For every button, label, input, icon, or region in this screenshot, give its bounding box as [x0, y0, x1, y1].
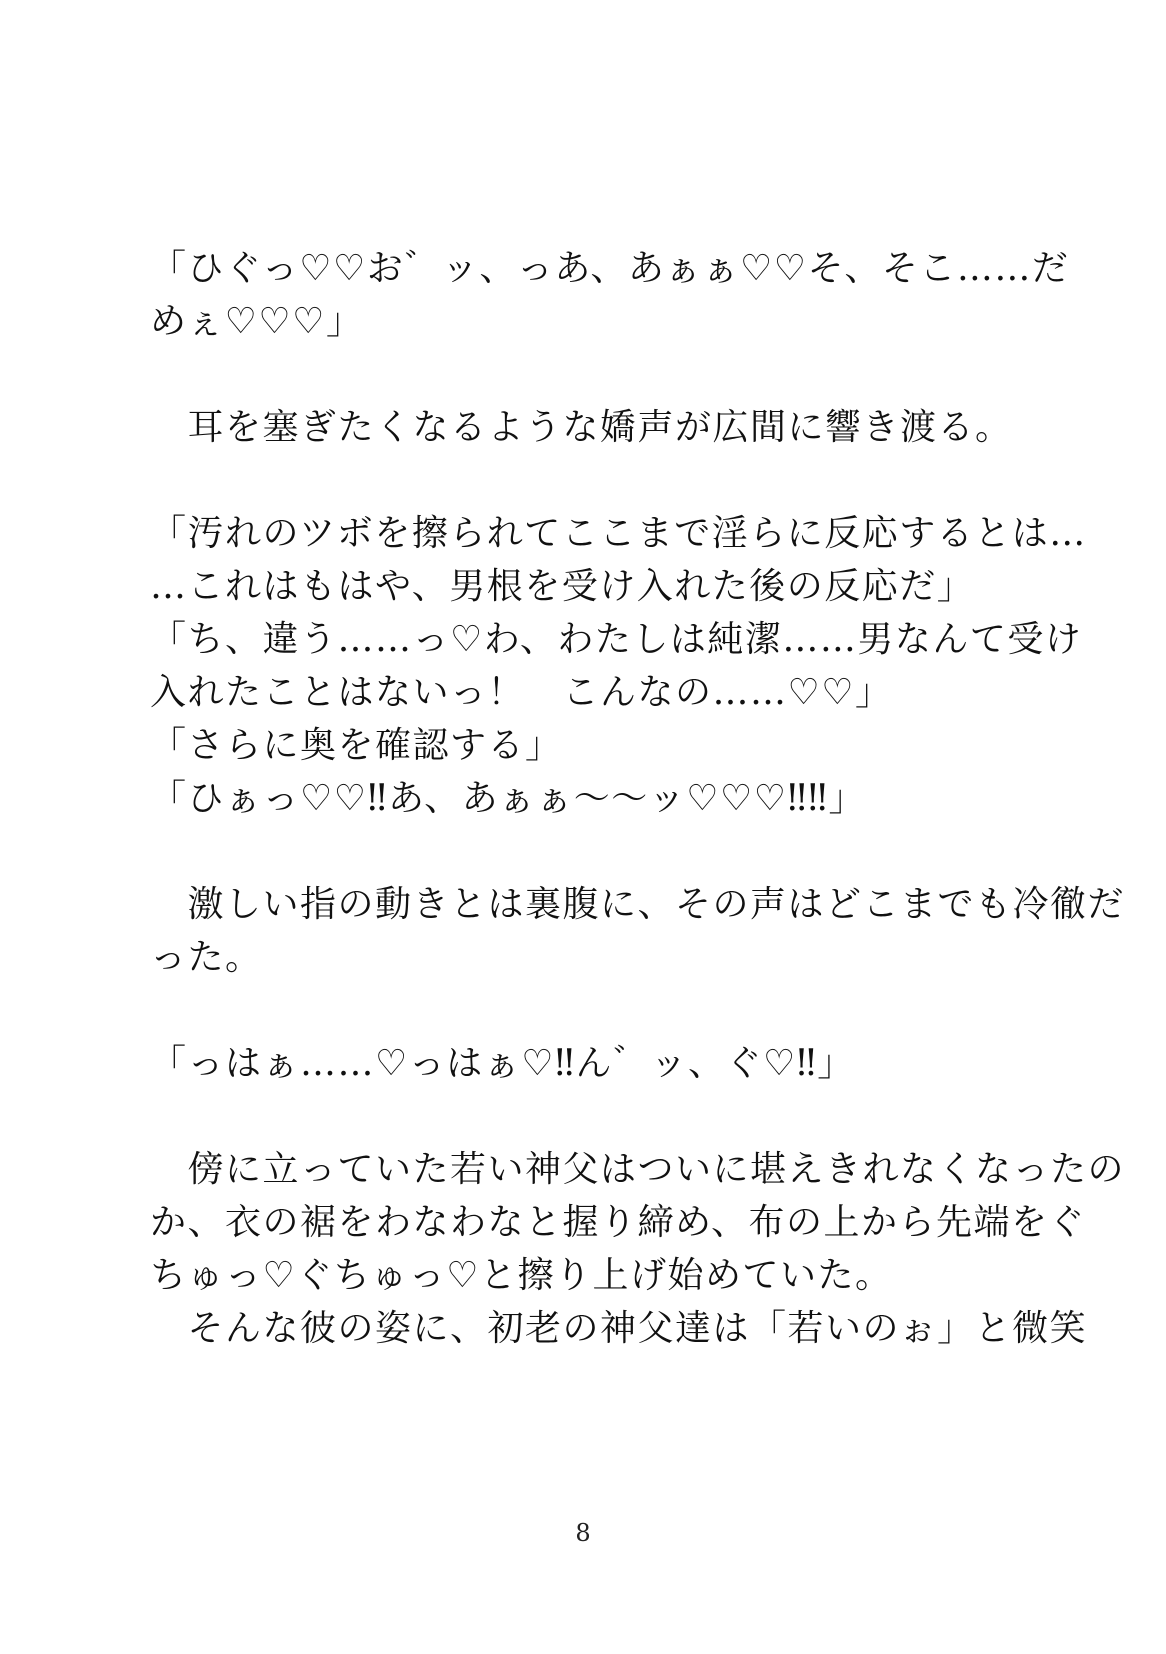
text-line: 「っはぁ……♡っはぁ♡‼ん゛ッ、ぐ♡‼」 [150, 1043, 855, 1084]
text-line: 耳を塞ぎたくなるような嬌声が広間に響き渡る。 [150, 407, 1013, 448]
text-line: 「ひぁっ♡♡‼あ、あぁぁ〜〜ッ♡♡♡‼‼」 [150, 778, 867, 819]
text-line: か、衣の裾をわなわなと握り締め、布の上から先端をぐ [150, 1202, 1087, 1243]
text-line: 傍に立っていた若い神父はついに堪えきれなくなったの [150, 1149, 1126, 1190]
text-line: 「汚れのツボを擦られてここまで淫らに反応するとは… [150, 513, 1087, 554]
text-line: …これはもはや、男根を受け入れた後の反応だ」 [150, 566, 975, 607]
text-line: 「さらに奥を確認する」 [150, 725, 563, 766]
page-number: 8 [575, 1519, 591, 1547]
text-line: 「ひぐっ♡♡お゛ッ、っあ、あぁぁ♡♡そ、そこ……だ [150, 248, 1070, 289]
text-line: 「ち、違う……っ♡わ、わたしは純潔……男なんて受け [150, 619, 1083, 660]
text-line: めぇ♡♡♡」 [150, 301, 364, 342]
text-line: った。 [150, 937, 263, 978]
text-line: 入れたことはないっ！ こんなの……♡♡」 [150, 672, 893, 713]
text-line: そんな彼の姿に、初老の神父達は「若いのぉ」と微笑 [150, 1308, 1088, 1349]
text-line: ちゅっ♡ぐちゅっ♡と擦り上げ始めていた。 [150, 1255, 893, 1296]
text-line: 激しい指の動きとは裏腹に、その声はどこまでも冷徹だ [150, 884, 1126, 925]
